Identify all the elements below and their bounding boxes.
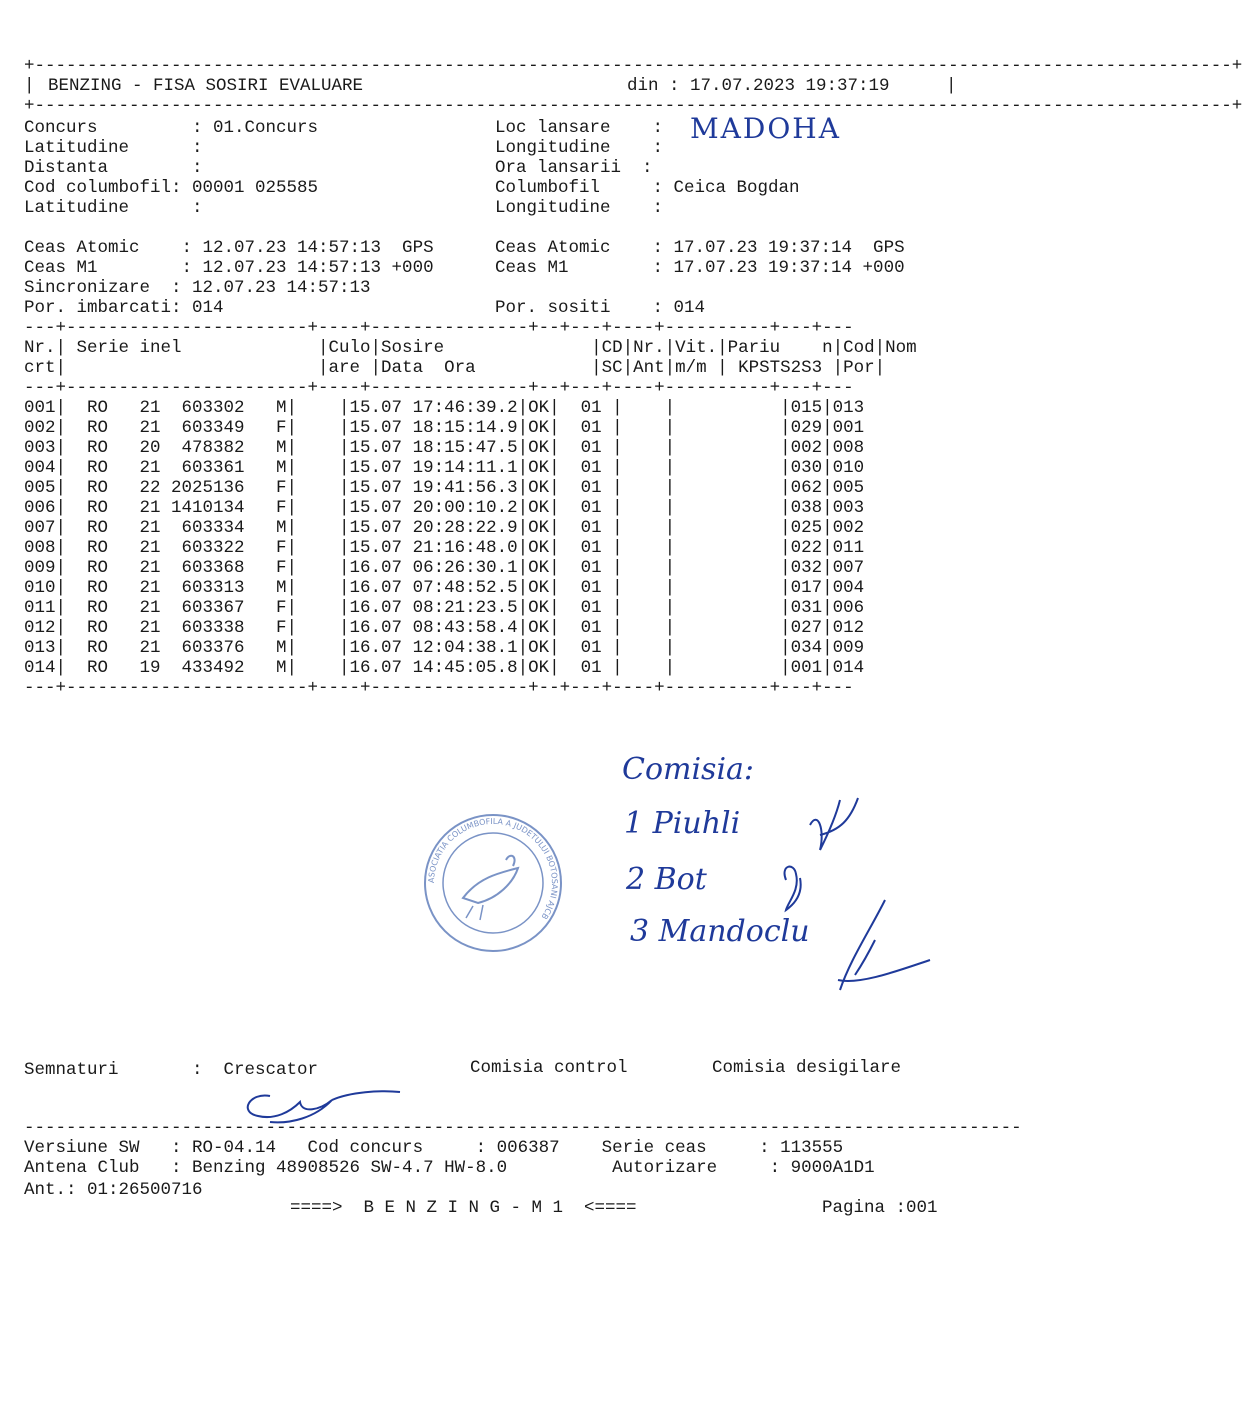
handwritten-signatures	[780, 770, 950, 1000]
clock-line: Por. imbarcati: 014	[24, 298, 224, 318]
left-bar: |	[24, 76, 35, 96]
clock-line: Ceas Atomic : 17.07.23 19:37:14 GPS	[495, 238, 905, 258]
table-row: 013| RO 21 603376 M| |16.07 12:04:38.1|OK| 01 | | |034|009	[24, 638, 865, 658]
page-title: BENZING - FISA SOSIRI EVALUARE	[48, 76, 364, 96]
info-line: Longitudine :	[495, 138, 664, 158]
table-row: 003| RO 20 478382 M| |15.07 18:15:47.5|OK| 01 | | |002|008	[24, 438, 865, 458]
commission-member: 2 Bot	[626, 862, 707, 897]
table-row: 007| RO 21 603334 M| |15.07 20:28:22.9|OK| 01 | | |025|002	[24, 518, 865, 538]
table-top-border: ---+-----------------------+----+---------------+--+---+----+----------+---+---	[24, 318, 854, 338]
commission-heading: Comisia:	[622, 752, 755, 787]
print-date: din : 17.07.2023 19:37:19	[627, 76, 890, 96]
club-stamp	[418, 808, 568, 958]
table-row: 004| RO 21 603361 M| |15.07 19:14:11.1|OK| 01 | | |030|010	[24, 458, 865, 478]
top-border: +------------------------------------------------------------------------------------------------------------------+	[24, 56, 1242, 76]
table-row: 002| RO 21 603349 F| |15.07 18:15:14.9|OK| 01 | | |029|001	[24, 418, 865, 438]
clock-line: Ceas Atomic : 12.07.23 14:57:13 GPS	[24, 238, 434, 258]
table-row: 008| RO 21 603322 F| |15.07 21:16:48.0|OK| 01 | | |022|011	[24, 538, 865, 558]
right-bar: |	[946, 76, 957, 96]
signatures-label: Semnaturi : Crescator	[24, 1060, 319, 1080]
info-line: Latitudine :	[24, 138, 203, 158]
table-row: 014| RO 19 433492 M| |16.07 14:45:05.8|OK| 01 | | |001|014	[24, 658, 865, 678]
table-row: 010| RO 21 603313 M| |16.07 07:48:52.5|OK| 01 | | |017|004	[24, 578, 865, 598]
info-line: Longitudine :	[495, 198, 664, 218]
info-line: Columbofil : Ceica Bogdan	[495, 178, 800, 198]
crescator-label: Crescator	[223, 1060, 319, 1080]
info-line: Loc lansare :	[495, 118, 664, 138]
info-line: Ora lansarii :	[495, 158, 653, 178]
info-line: Cod columbofil: 00001 025585	[24, 178, 319, 198]
footer-border: -----------------------------------------------------------------------------------------------	[24, 1118, 1022, 1138]
clock-line: Por. sositi : 014	[495, 298, 706, 318]
commission-member: 3 Mandoclu	[630, 914, 810, 949]
info-line: Distanta :	[24, 158, 203, 178]
table-row: 005| RO 22 2025136 F| |15.07 19:41:56.3|OK| 01 | | |062|005	[24, 478, 865, 498]
table-row: 011| RO 21 603367 F| |16.07 08:21:23.5|OK| 01 | | |031|006	[24, 598, 865, 618]
handwritten-location: MADOHA	[690, 112, 841, 145]
footer-line: Ant.: 01:26500716	[24, 1180, 203, 1200]
table-header: crt| |are |Data Ora |SC|Ant|m/m | KPSTS2S3 |Por|	[24, 358, 886, 378]
signatures-label-text: Semnaturi	[24, 1060, 119, 1080]
footer-line: Versiune SW : RO-04.14 Cod concurs : 006387 Serie ceas : 113555	[24, 1138, 844, 1158]
table-bottom-border: ---+-----------------------+----+---------------+--+---+----+----------+---+---	[24, 678, 854, 698]
info-line: Concurs : 01.Concurs	[24, 118, 319, 138]
title-border: +------------------------------------------------------------------------------------------------------------------+	[24, 96, 1242, 116]
table-row: 001| RO 21 603302 M| |15.07 17:46:39.2|OK| 01 | | |015|013	[24, 398, 865, 418]
table-header: Nr.| Serie inel |Culo|Sosire |CD|Nr.|Vit.|Pariu n|Cod|Nom	[24, 338, 917, 358]
footer-line: Antena Club : Benzing 48908526 SW-4.7 HW-8.0 Autorizare : 9000A1D1	[24, 1158, 875, 1178]
stamp-text: ASOCIATIA COLUMBOFILA A JUDETULUI BOTOSANI AJCB	[426, 816, 560, 921]
table-row: 006| RO 21 1410134 F| |15.07 20:00:10.2|OK| 01 | | |038|003	[24, 498, 865, 518]
clock-line: Ceas M1 : 12.07.23 14:57:13 +000	[24, 258, 434, 278]
desigilare-label: Comisia desigilare	[712, 1058, 902, 1078]
footer-banner: ====> B E N Z I N G - M 1 <====	[290, 1198, 637, 1218]
clock-line: Ceas M1 : 17.07.23 19:37:14 +000	[495, 258, 905, 278]
clock-line: Sincronizare : 12.07.23 14:57:13	[24, 278, 371, 298]
table-row: 009| RO 21 603368 F| |16.07 06:26:30.1|OK| 01 | | |032|007	[24, 558, 865, 578]
info-line: Latitudine :	[24, 198, 203, 218]
control-label: Comisia control	[470, 1058, 628, 1078]
table-header-border: ---+-----------------------+----+---------------+--+---+----+----------+---+---	[24, 378, 854, 398]
commission-member: 1 Piuhli	[624, 806, 741, 841]
page-number: Pagina :001	[822, 1198, 938, 1218]
table-row: 012| RO 21 603338 F| |16.07 08:43:58.4|OK| 01 | | |027|012	[24, 618, 865, 638]
